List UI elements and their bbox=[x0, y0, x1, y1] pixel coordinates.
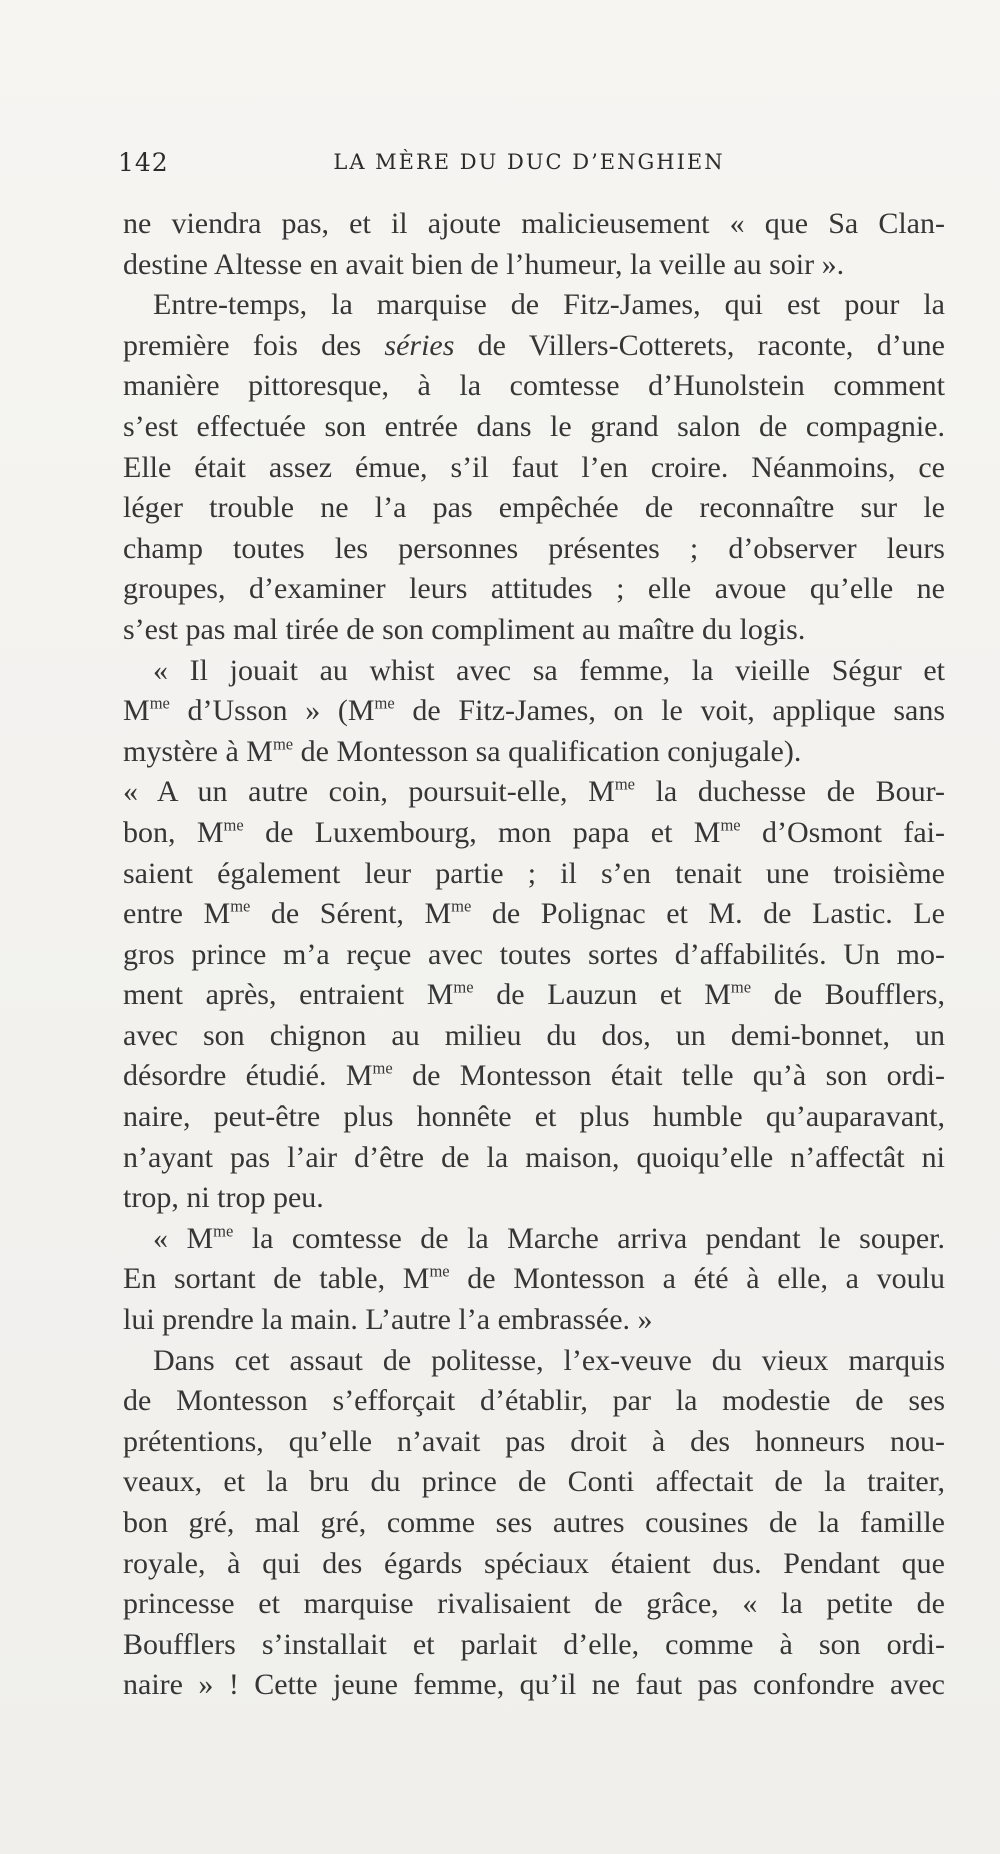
text-line: naire, peut-être plus honnête et plus humble qu’auparavant, bbox=[123, 1100, 945, 1134]
text-line: saient également leur partie ; il s’en tenait une troisième bbox=[123, 856, 945, 890]
text-line bbox=[123, 1056, 945, 1097]
text-run: entre M bbox=[123, 897, 231, 931]
text-line bbox=[123, 813, 945, 854]
text-line: veaux, et la bru du prince de Conti affectait de la traiter, bbox=[123, 1465, 945, 1499]
text-line bbox=[123, 894, 945, 935]
text-line: de Montesson s’efforçait d’établir, par la modestie de ses bbox=[123, 1384, 945, 1418]
superscript: me bbox=[429, 1261, 450, 1281]
text-line: Boufflers s’installait et parlait d’elle, comme à son ordi- bbox=[123, 1627, 945, 1661]
superscript: me bbox=[223, 815, 244, 835]
text-run: de Boufflers, bbox=[751, 978, 945, 1012]
text-line bbox=[123, 326, 945, 367]
text-line bbox=[123, 691, 945, 732]
text-run: « M bbox=[153, 1221, 214, 1255]
text-run: M bbox=[123, 694, 150, 728]
text-line bbox=[123, 772, 945, 813]
text-run: de Fitz-James, on le voit, applique sans bbox=[394, 694, 945, 728]
text-run: bon, M bbox=[123, 815, 224, 849]
superscript: me bbox=[720, 815, 741, 835]
text-line: s’est effectuée son entrée dans le grand salon de compagnie. bbox=[123, 409, 945, 443]
superscript: me bbox=[614, 774, 635, 794]
text-line: Dans cet assaut de politesse, l’ex-veuve du vieux marquis bbox=[153, 1343, 945, 1377]
superscript: me bbox=[453, 977, 474, 997]
text-run: d’Osmont fai- bbox=[740, 815, 945, 849]
superscript: me bbox=[451, 896, 472, 916]
text-run: de Villers-Cotterets, raconte, d’une bbox=[454, 328, 945, 362]
text-line bbox=[123, 1259, 945, 1300]
text-line: naire » ! Cette jeune femme, qu’il ne faut pas confondre avec bbox=[123, 1668, 945, 1702]
text-line: bon gré, mal gré, comme ses autres cousines de la famille bbox=[123, 1506, 945, 1539]
text-run: première fois des bbox=[123, 328, 385, 362]
text-line: prétentions, qu’elle n’avait pas droit à des honneurs nou- bbox=[123, 1424, 945, 1458]
text-line: Elle était assez émue, s’il faut l’en croire. Néanmoins, ce bbox=[123, 450, 945, 484]
text-line: trop, ni trop peu. bbox=[123, 1181, 324, 1215]
text-run: de Montesson était telle qu’à son ordi- bbox=[392, 1059, 945, 1093]
superscript: me bbox=[213, 1221, 234, 1241]
superscript: me bbox=[149, 693, 170, 713]
text-run: de Sérent, M bbox=[250, 897, 452, 931]
page-number: 142 bbox=[118, 148, 169, 177]
text-run: En sortant de table, M bbox=[123, 1262, 430, 1296]
text-run: de Montesson sa qualification conjugale). bbox=[293, 734, 802, 768]
text-line: royale, à qui des égards spéciaux étaient dus. Pendant que bbox=[123, 1546, 945, 1580]
text-run: la comtesse de la Marche arriva pendant le souper. bbox=[233, 1221, 945, 1255]
page-header bbox=[118, 148, 940, 184]
text-run: la duchesse de Bour- bbox=[634, 775, 945, 809]
superscript: me bbox=[372, 1058, 393, 1078]
superscript: me bbox=[374, 693, 395, 713]
text-run: ment après, entraient M bbox=[123, 978, 454, 1012]
text-line: Entre-temps, la marquise de Fitz-James, qui est pour la bbox=[153, 288, 945, 322]
text-line: léger trouble ne l’a pas empêchée de reconnaître sur le bbox=[123, 491, 945, 525]
text-line: avec son chignon au milieu du dos, un demi-bonnet, un bbox=[123, 1018, 945, 1052]
superscript: me bbox=[272, 734, 294, 754]
text-line: princesse et marquise rivalisaient de grâce, « la petite de bbox=[123, 1587, 945, 1621]
text-run: de Polignac et M. de Lastic. Le bbox=[471, 897, 945, 931]
running-title: LA MÈRE DU DUC D’ENGHIEN bbox=[333, 150, 725, 174]
italic-text: séries bbox=[384, 328, 455, 362]
text-line: manière pittoresque, à la comtesse d’Hunolstein comment bbox=[123, 369, 945, 403]
text-line bbox=[123, 1219, 945, 1260]
text-run: de Lauzun et M bbox=[473, 978, 731, 1012]
text-line: gros prince m’a reçue avec toutes sortes d’affabilités. Un mo- bbox=[123, 937, 945, 971]
text-run: de Luxembourg, mon papa et M bbox=[243, 815, 721, 849]
text-line: n’ayant pas l’air d’être de la maison, quoiqu’elle n’affectât ni bbox=[123, 1140, 945, 1174]
text-line: « Il jouait au whist avec sa femme, la vieille Ségur et bbox=[153, 653, 945, 687]
superscript: me bbox=[730, 977, 752, 997]
superscript: me bbox=[230, 896, 251, 916]
text-run: d’Usson » (M bbox=[169, 694, 375, 728]
body-text bbox=[123, 204, 945, 1706]
text-line: lui prendre la main. L’autre l’a embrassée. » bbox=[123, 1303, 653, 1337]
text-run: désordre étudié. M bbox=[123, 1059, 373, 1093]
text-line: champ toutes les personnes présentes ; d’observer leurs bbox=[123, 531, 945, 565]
text-line bbox=[123, 975, 945, 1016]
text-line: destine Altesse en avait bien de l’humeur, la veille au soir ». bbox=[123, 247, 845, 281]
text-run: mystère à M bbox=[123, 734, 273, 768]
text-run: de Montesson a été à elle, a voulu bbox=[449, 1262, 945, 1296]
text-line: groupes, d’examiner leurs attitudes ; elle avoue qu’elle ne bbox=[123, 572, 945, 606]
text-line bbox=[123, 732, 945, 773]
text-line: ne viendra pas, et il ajoute malicieusement « que Sa Clan- bbox=[123, 207, 945, 240]
text-run: « A un autre coin, poursuit-elle, M bbox=[123, 775, 615, 809]
text-line: s’est pas mal tirée de son compliment au maître du logis. bbox=[123, 612, 806, 646]
